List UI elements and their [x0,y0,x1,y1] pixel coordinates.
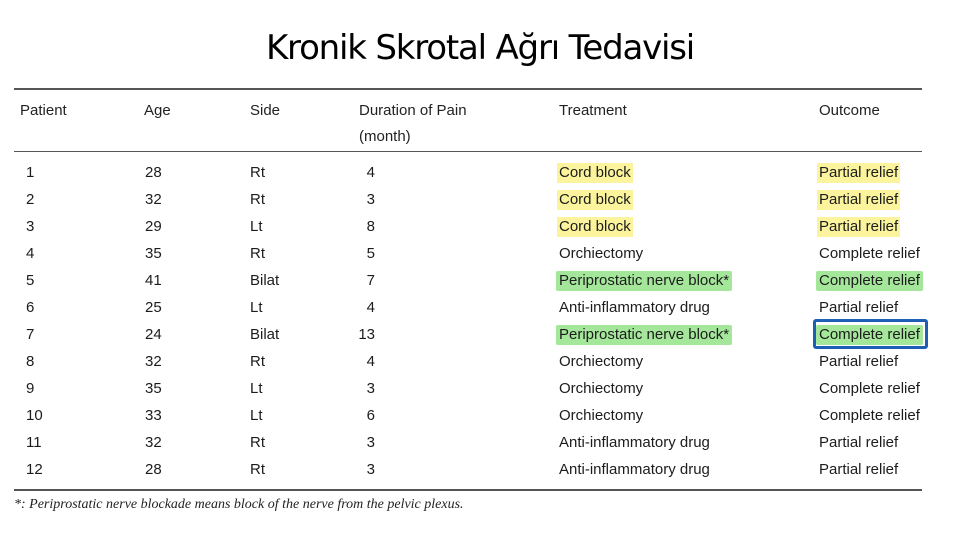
cell-duration: 5 [366,245,375,262]
cell-patient: 10 [26,407,43,424]
cell-outcome: Partial relief [819,164,899,181]
cell-treatment: Orchiectomy [559,380,644,397]
cell-patient: 7 [26,326,35,343]
cell-duration: 3 [366,380,375,397]
cell-age: 28 [145,461,162,478]
cell-age: 24 [145,326,162,343]
cell-treatment: Anti-inflammatory drug [559,461,710,478]
header-outcome: Outcome [819,102,880,119]
cell-outcome: Partial relief [819,191,899,208]
cell-duration: 3 [366,461,375,478]
cell-age: 25 [145,299,162,316]
cell-side: Rt [250,191,265,208]
cell-outcome: Partial relief [819,461,899,478]
cell-age: 33 [145,407,162,424]
cell-patient: 9 [26,380,35,397]
cell-duration: 4 [366,299,375,316]
cell-side: Rt [250,461,265,478]
cell-treatment: Periprostatic nerve block* [556,271,732,291]
cell-patient: 2 [26,191,35,208]
cell-treatment: Cord block [559,191,631,208]
cell-treatment: Orchiectomy [559,407,644,424]
header-side: Side [250,102,281,119]
cell-side: Lt [250,380,263,397]
cell-outcome: Partial relief [819,434,899,451]
header-duration-unit: (month) [359,128,411,145]
header-treatment: Treatment [559,102,627,119]
cell-outcome: Complete relief [819,380,920,397]
cell-treatment: Anti-inflammatory drug [559,299,710,316]
cell-patient: 12 [26,461,43,478]
cell-patient: 6 [26,299,35,316]
cell-side: Bilat [250,326,280,343]
cell-side: Rt [250,434,265,451]
header-duration [359,98,467,150]
cell-side: Rt [250,164,265,181]
cell-outcome: Partial relief [819,353,899,370]
cell-duration: 8 [366,218,375,235]
cell-age: 32 [145,434,162,451]
slide-title: Kronik Skrotal Ağrı Tedavisi [265,28,695,68]
cell-side: Lt [250,299,263,316]
cell-side: Rt [250,245,265,262]
cell-patient: 8 [26,353,35,370]
cell-outcome: Partial relief [819,218,899,235]
cell-side: Bilat [250,272,280,289]
cell-treatment: Orchiectomy [559,245,644,262]
cell-treatment: Cord block [559,218,631,235]
cell-duration: 4 [366,164,375,181]
cell-duration: 6 [366,407,375,424]
cell-duration: 3 [366,191,375,208]
cell-duration: 4 [366,353,375,370]
cell-age: 35 [145,380,162,397]
cell-duration: 7 [366,272,375,289]
cell-patient: 4 [26,245,35,262]
cell-age: 41 [145,272,162,289]
cell-side: Rt [250,353,265,370]
cell-age: 32 [145,353,162,370]
cell-side: Lt [250,407,263,424]
cell-treatment: Anti-inflammatory drug [559,434,710,451]
cell-age: 28 [145,164,162,181]
cell-age: 32 [145,191,162,208]
cell-outcome: Complete relief [816,325,923,345]
cell-side: Lt [250,218,263,235]
selection-box [813,319,928,349]
header-age: Age [144,102,171,119]
cell-patient: 5 [26,272,35,289]
cell-patient: 11 [26,434,42,451]
table-bottom-rule [14,489,922,491]
cell-patient: 3 [26,218,35,235]
header-duration-label: Duration of Pain [359,102,467,119]
footnote: *: Periprostatic nerve blockade means block of the nerve from the pelvic plexus. [14,497,464,512]
cell-treatment: Cord block [559,164,631,181]
cell-outcome: Complete relief [816,271,923,291]
table-top-rule [14,88,922,90]
cell-outcome: Partial relief [819,299,899,316]
cell-patient: 1 [26,164,35,181]
header-patient: Patient [20,102,67,119]
cell-age: 35 [145,245,162,262]
table-header-rule [14,151,922,152]
cell-duration: 3 [366,434,375,451]
cell-outcome: Complete relief [819,407,920,424]
cell-outcome: Complete relief [819,245,920,262]
cell-treatment: Orchiectomy [559,353,644,370]
cell-duration: 13 [358,326,375,343]
cell-treatment: Periprostatic nerve block* [556,325,732,345]
cell-age: 29 [145,218,162,235]
